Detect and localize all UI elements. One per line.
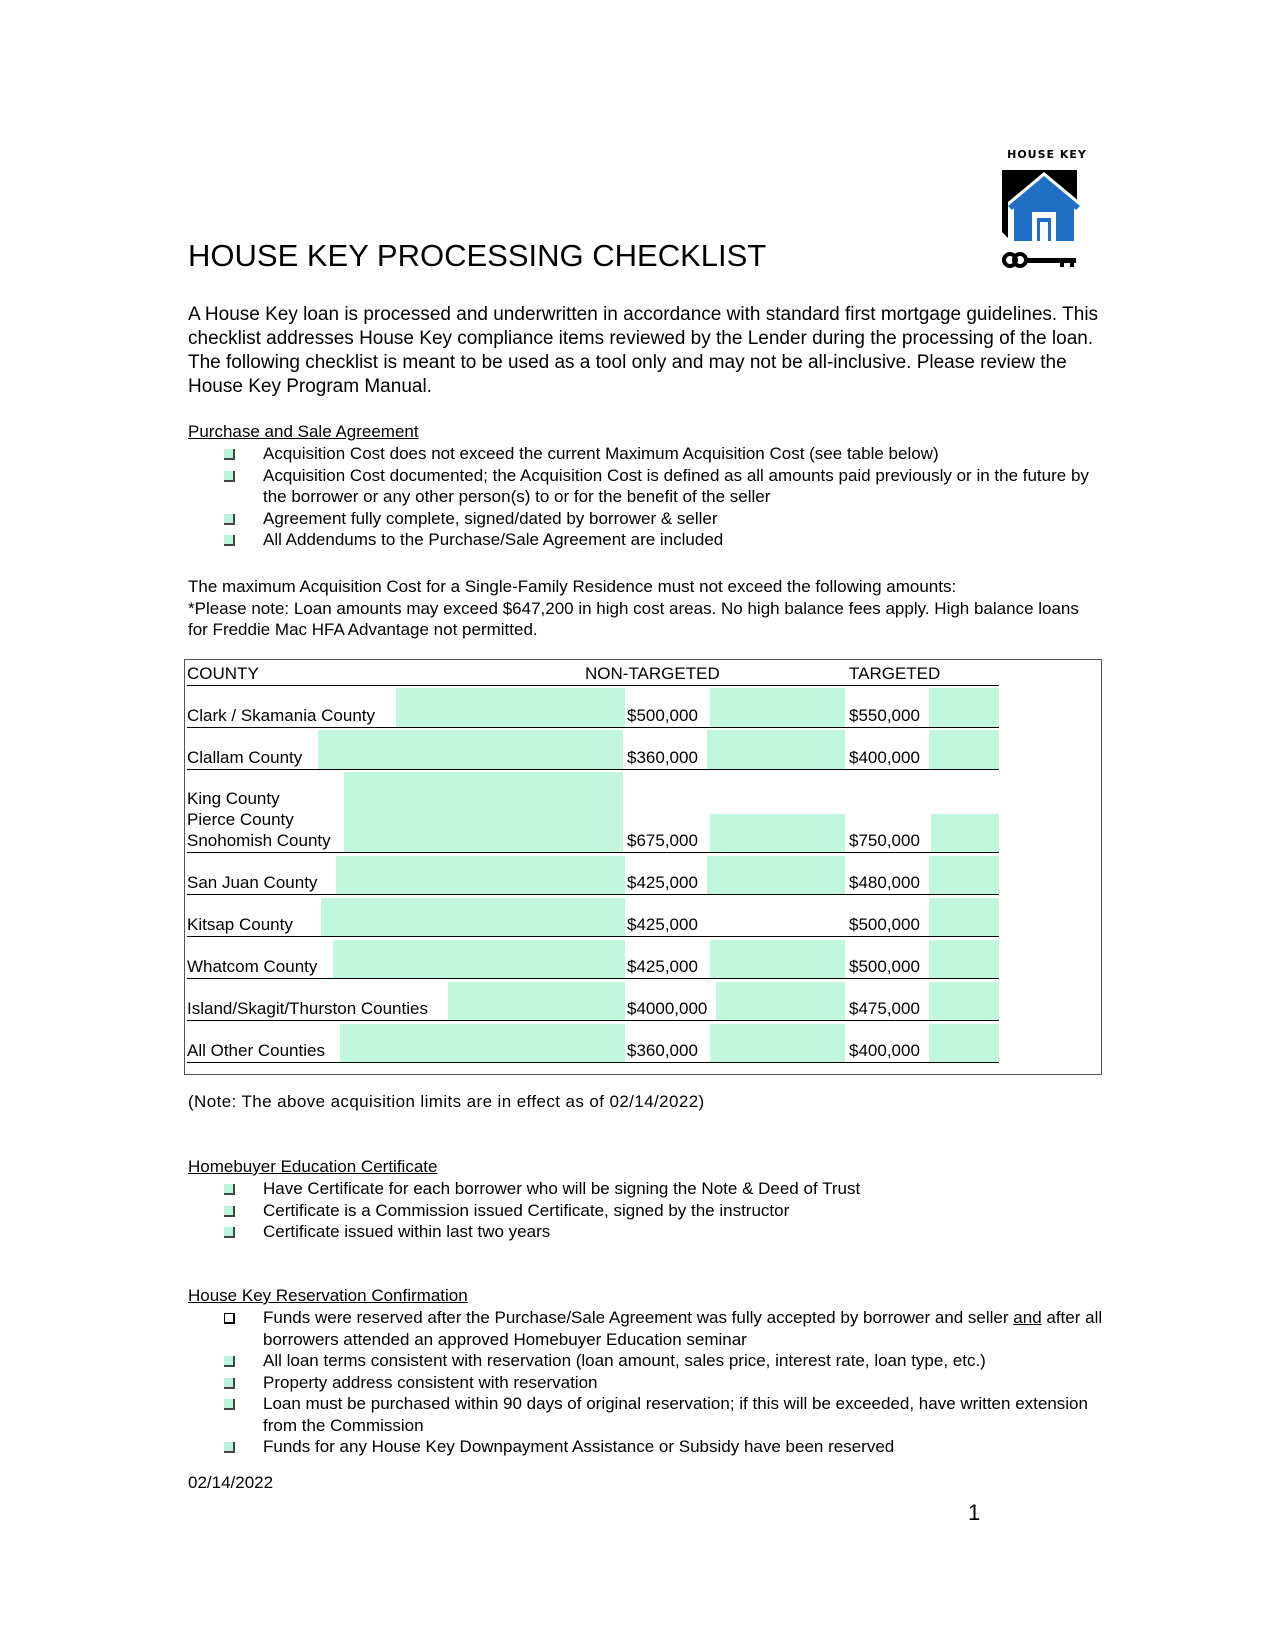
page-number: 1 [968, 1500, 981, 1525]
purchase-checklist [224, 443, 1104, 551]
max-cost-text [188, 576, 1088, 641]
table-row-county: Snohomish County [187, 831, 331, 850]
checkbox[interactable] [224, 449, 235, 460]
table-row-county: King County [187, 789, 280, 808]
checklist-item: Have Certificate for each borrower who will be signing the Note & Deed of Trust [224, 1178, 1104, 1200]
table-row-county: Pierce County [187, 810, 294, 829]
table-row-targeted: $475,000 [849, 999, 920, 1018]
checklist-item: Certificate is a Commission issued Certificate, signed by the instructor [224, 1200, 1104, 1222]
checkbox[interactable] [224, 1184, 235, 1195]
checklist-item: Funds were reserved after the Purchase/Sale Agreement was fully accepted by borrower and seller and after all borrowers attended an approved Homebuyer Education seminar [224, 1307, 1104, 1350]
reservation-heading: House Key Reservation Confirmation [188, 1286, 468, 1305]
table-row-targeted: $400,000 [849, 748, 920, 767]
table-row-county: Clallam County [187, 748, 303, 767]
column-header-non-targeted: NON-TARGETED [585, 664, 720, 683]
checklist-item: Property address consistent with reservation [224, 1372, 1104, 1394]
max-cost-line: The maximum Acquisition Cost for a Single-Family Residence must not exceed the following amounts: [188, 577, 957, 596]
education-checklist [224, 1178, 1104, 1243]
checkbox[interactable] [224, 535, 235, 546]
checkbox[interactable] [224, 1442, 235, 1453]
max-cost-note: *Please note: Loan amounts may exceed $647,200 in high cost areas. No high balance fees apply. High balance loans for Freddie Mac HFA Advantage not permitted. [188, 598, 1079, 639]
checklist-item: Acquisition Cost does not exceed the current Maximum Acquisition Cost (see table below) [224, 443, 1104, 465]
checkbox[interactable] [224, 471, 235, 482]
table-row-county: All Other Counties [187, 1041, 325, 1060]
checkbox[interactable] [224, 1356, 235, 1367]
table-row-non-targeted: $360,000 [627, 748, 698, 767]
house-key-logo [1002, 148, 1092, 268]
table-row-county: Kitsap County [187, 915, 293, 934]
table-row-targeted: $400,000 [849, 1041, 920, 1060]
acquisition-table [184, 659, 1102, 1075]
table-row-non-targeted: $425,000 [627, 915, 698, 934]
table-row-targeted: $750,000 [849, 831, 920, 850]
intro-paragraph: A House Key loan is processed and underwritten in accordance with standard first mortgage guidelines. This checklist addresses House Key compliance items reviewed by the Lender during the processing of the loan. The following checklist is meant to be used as a tool only and may not be all-inclusive. Please review the House Key Program Manual. [188, 304, 1099, 397]
checklist-item: All loan terms consistent with reservation (loan amount, sales price, interest rate, loan type, etc.) [224, 1350, 1104, 1372]
checklist-item: Agreement fully complete, signed/dated by borrower & seller [224, 508, 1104, 530]
table-row-targeted: $550,000 [849, 706, 920, 725]
reservation-checklist [224, 1307, 1104, 1458]
education-heading: Homebuyer Education Certificate [188, 1157, 438, 1176]
checkbox[interactable] [224, 1378, 235, 1389]
table-row-non-targeted: $4000,000 [627, 999, 708, 1018]
table-row-non-targeted: $500,000 [627, 706, 698, 725]
checklist-item: Funds for any House Key Downpayment Assistance or Subsidy have been reserved [224, 1436, 1104, 1458]
checklist-item: Acquisition Cost documented; the Acquisition Cost is defined as all amounts paid previously or in the future by the borrower or any other person(s) to or for the benefit of the seller [224, 465, 1104, 508]
page-title: HOUSE KEY PROCESSING CHECKLIST [188, 238, 767, 273]
header-rule [187, 685, 999, 686]
table-row-non-targeted: $425,000 [627, 873, 698, 892]
effective-date-note: (Note: The above acquisition limits are in effect as of 02/14/2022) [188, 1092, 705, 1111]
table-row-county: San Juan County [187, 873, 318, 892]
house-key-logo-icon [1002, 162, 1092, 268]
table-row-targeted: $500,000 [849, 915, 920, 934]
checklist-item: Certificate issued within last two years [224, 1221, 1104, 1243]
table-row-county: Island/Skagit/Thurston Counties [187, 999, 428, 1018]
logo-text: HOUSE KEY [1007, 148, 1087, 161]
checkbox[interactable] [224, 1313, 235, 1324]
column-header-targeted: TARGETED [849, 664, 941, 683]
checkbox[interactable] [224, 514, 235, 525]
table-row-targeted: $480,000 [849, 873, 920, 892]
checkbox[interactable] [224, 1206, 235, 1217]
checklist-item: Loan must be purchased within 90 days of original reservation; if this will be exceeded, have written extension from the Commission [224, 1393, 1104, 1436]
table-row-targeted: $500,000 [849, 957, 920, 976]
purchase-heading: Purchase and Sale Agreement [188, 422, 419, 441]
table-row-county: Whatcom County [187, 957, 318, 976]
checkbox[interactable] [224, 1227, 235, 1238]
table-row-county: Clark / Skamania County [187, 706, 376, 725]
table-row-non-targeted: $425,000 [627, 957, 698, 976]
checklist-item: All Addendums to the Purchase/Sale Agreement are included [224, 529, 1104, 551]
table-row-non-targeted: $360,000 [627, 1041, 698, 1060]
column-header-county: COUNTY [187, 664, 259, 683]
footer-date: 02/14/2022 [188, 1473, 274, 1492]
table-row-non-targeted: $675,000 [627, 831, 698, 850]
checkbox[interactable] [224, 1399, 235, 1410]
